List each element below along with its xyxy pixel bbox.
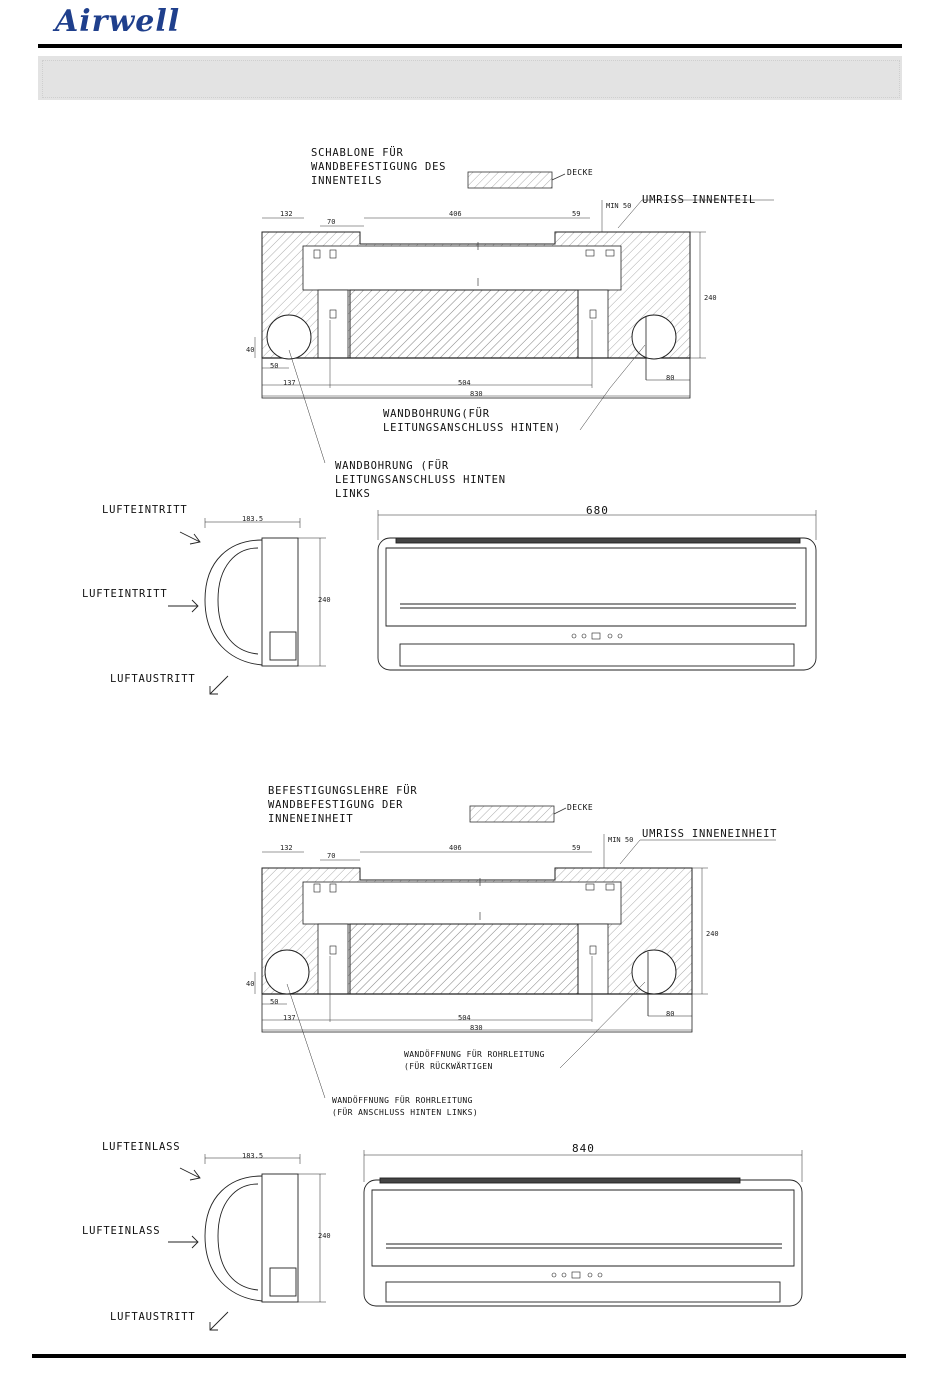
hole-left-1-line2: LEITUNGSANSCHLUSS HINTEN xyxy=(335,474,506,486)
dim-min50-2: MIN 50 xyxy=(608,836,634,844)
hole-right-2-line1: WANDÖFFNUNG FÜR ROHRLEITUNG xyxy=(404,1050,545,1059)
air-inlet-2b: LUFTEINLASS xyxy=(82,1225,161,1237)
air-inlet-1b: LUFTEINTRITT xyxy=(82,588,168,600)
dim-406-2: 406 xyxy=(449,844,462,852)
dim-50-1: 50 xyxy=(270,362,279,370)
dim-132-1: 132 xyxy=(280,210,293,218)
side-depth-1: 183.5 xyxy=(242,515,264,523)
hole-right-1-line2: LEITUNGSANSCHLUSS HINTEN) xyxy=(383,422,562,434)
hole-left-1-line3: LINKS xyxy=(335,488,371,500)
dim-40-1: 40 xyxy=(246,346,255,354)
front-width-1: 680 xyxy=(586,504,609,517)
dim-240-1: 240 xyxy=(704,294,717,302)
airwell-logo: Airwell xyxy=(55,4,181,39)
dim-70-1: 70 xyxy=(327,218,336,226)
air-outlet-2: LUFTAUSTRITT xyxy=(110,1311,196,1323)
dim-min50-1: MIN 50 xyxy=(606,202,632,210)
dim-830-1: 830 xyxy=(470,390,483,398)
template-title-1-line3: INNENTEILS xyxy=(311,175,383,187)
dim-504-1: 504 xyxy=(458,379,471,387)
dim-406-1: 406 xyxy=(449,210,462,218)
ceiling-label-1: DECKE xyxy=(567,168,594,177)
outline-label-2: UMRISS INNENEINHEIT xyxy=(642,828,778,840)
template-title-2-line1: BEFESTIGUNGSLEHRE FÜR xyxy=(268,785,418,797)
air-inlet-2a: LUFTEINLASS xyxy=(102,1141,181,1153)
air-inlet-1a: LUFTEINTRITT xyxy=(102,504,188,516)
hole-left-2-line2: (FÜR ANSCHLUSS HINTEN LINKS) xyxy=(332,1108,479,1117)
front-width-2: 840 xyxy=(572,1142,595,1155)
dim-70-2: 70 xyxy=(327,852,336,860)
template-title-2-line2: WANDBEFESTIGUNG DER xyxy=(268,799,404,811)
hole-left-2-line1: WANDÖFFNUNG FÜR ROHRLEITUNG xyxy=(332,1096,473,1105)
front-view-2 xyxy=(364,1150,802,1306)
side-view-1 xyxy=(168,518,326,694)
dim-80-1: 80 xyxy=(666,374,675,382)
dim-59-2: 59 xyxy=(572,844,581,852)
front-view-1 xyxy=(378,510,816,670)
hole-left-1-line1: WANDBOHRUNG (FÜR xyxy=(335,460,449,472)
dim-137-2: 137 xyxy=(283,1014,296,1022)
template-title-2-line3: INNENEINHEIT xyxy=(268,813,354,825)
side-height-2: 240 xyxy=(318,1232,331,1240)
dim-59-1: 59 xyxy=(572,210,581,218)
side-depth-2: 183.5 xyxy=(242,1152,264,1160)
dim-132-2: 132 xyxy=(280,844,293,852)
ceiling-label-2: DECKE xyxy=(567,803,594,812)
hole-right-1-line1: WANDBOHRUNG(FÜR xyxy=(383,408,490,420)
dim-50-2: 50 xyxy=(270,998,279,1006)
air-outlet-1: LUFTAUSTRITT xyxy=(110,673,196,685)
outline-label-1: UMRISS INNENTEIL xyxy=(642,194,756,206)
hole-right-2-line2: (FÜR RÜCKWÄRTIGEN xyxy=(404,1062,493,1071)
footer-rule xyxy=(32,1354,906,1358)
dim-830-2: 830 xyxy=(470,1024,483,1032)
template-title-1-line1: SCHABLONE FÜR xyxy=(311,147,404,159)
dim-80-2: 80 xyxy=(666,1010,675,1018)
dim-137-1: 137 xyxy=(283,379,296,387)
side-height-1: 240 xyxy=(318,596,331,604)
side-view-2 xyxy=(168,1154,326,1330)
dim-504-2: 504 xyxy=(458,1014,471,1022)
dim-240-2: 240 xyxy=(706,930,719,938)
template-title-1-line2: WANDBEFESTIGUNG DES xyxy=(311,161,447,173)
dim-40-2: 40 xyxy=(246,980,255,988)
